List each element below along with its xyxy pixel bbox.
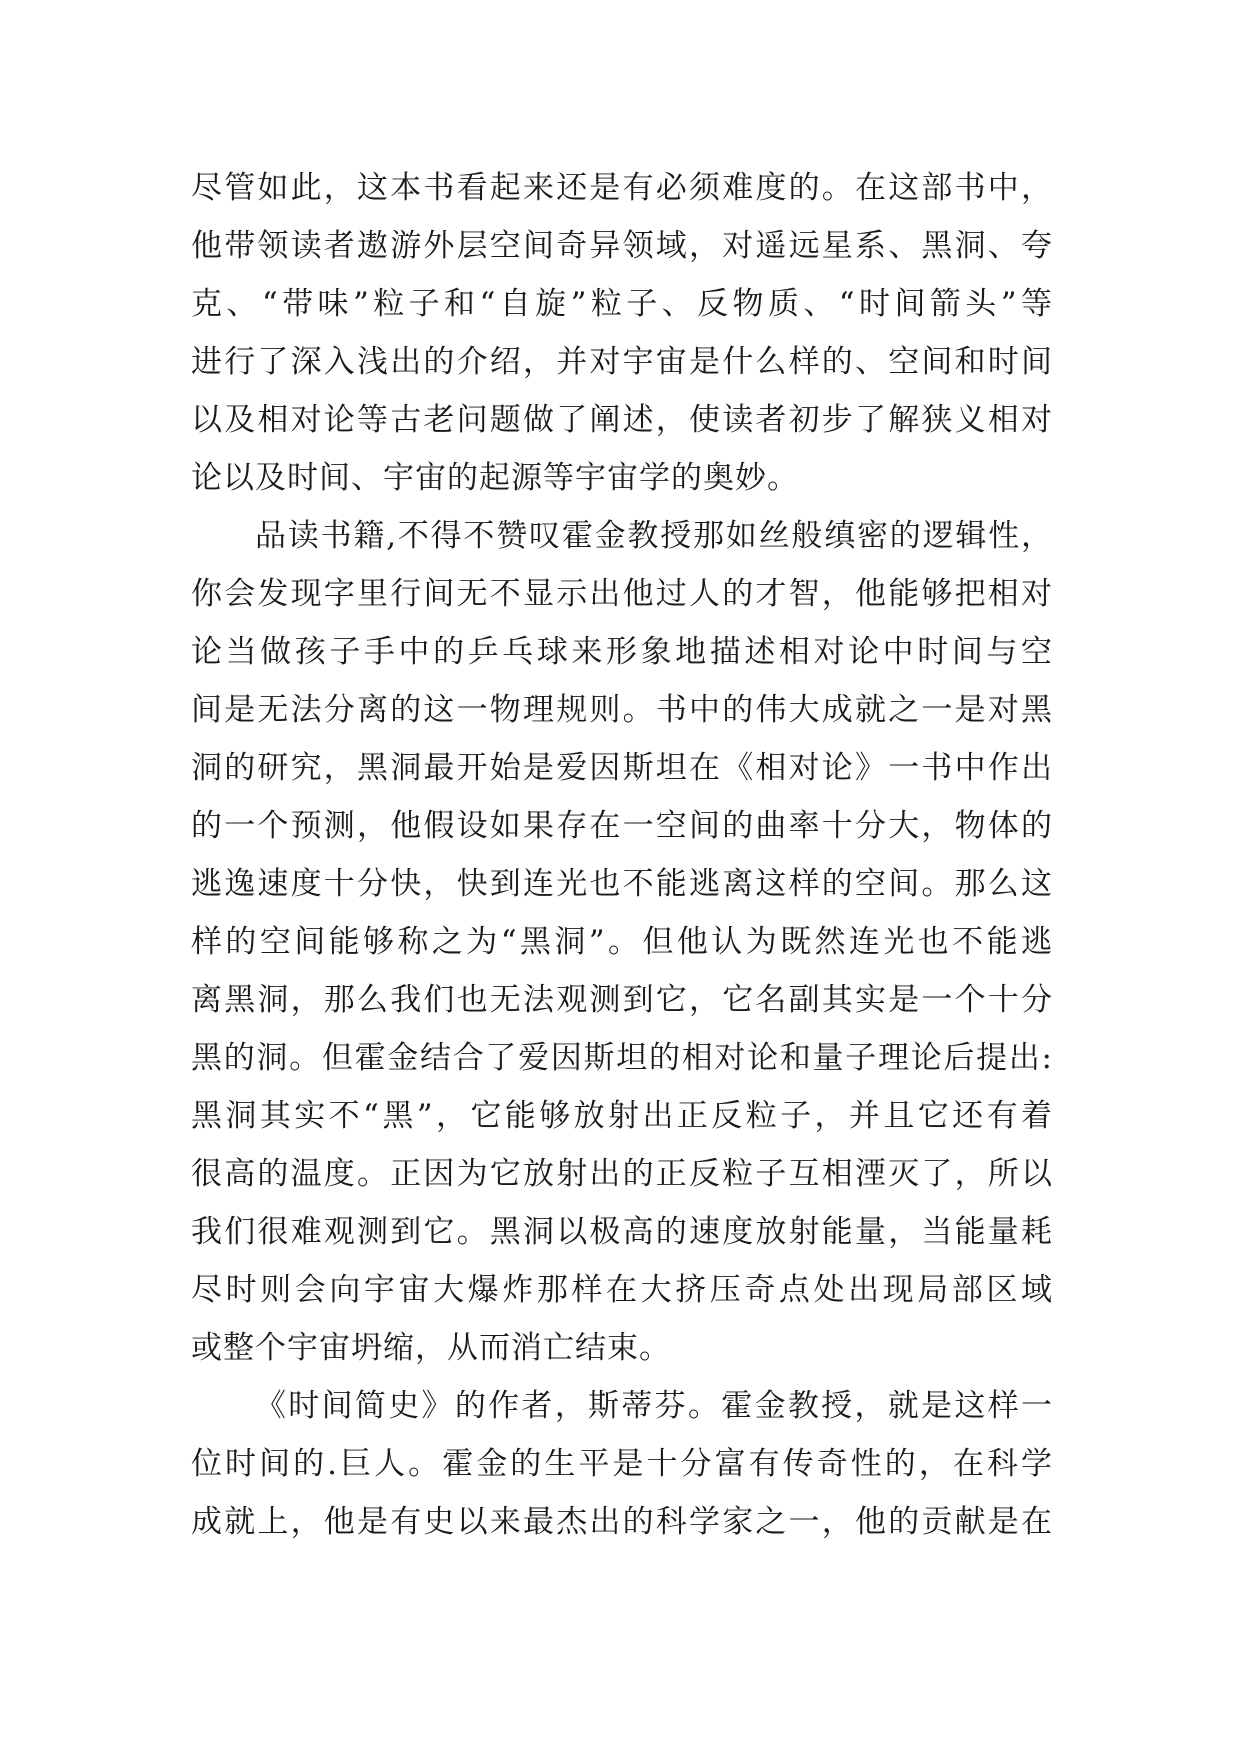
- paragraph-3-line-3: 成就上，他是有史以来最杰出的科学家之一，他的贡献是在: [191, 1504, 1053, 1540]
- paragraph-1-line-5: 以及相对论等古老问题做了阐述，使读者初步了解狭义相对: [191, 402, 1053, 438]
- body-text: [191, 159, 1053, 1551]
- paragraph-2-line-9: 离黑洞，那么我们也无法观测到它，它名副其实是一个十分: [191, 982, 1053, 1018]
- paragraph-1-line-2: 他带领读者遨游外层空间奇异领域，对遥远星系、黑洞、夸: [191, 228, 1053, 264]
- paragraph-2-line-15: 或整个宇宙坍缩，从而消亡结束。: [191, 1330, 671, 1366]
- paragraph-1-line-6: 论以及时间、宇宙的起源等宇宙学的奥妙。: [191, 460, 799, 496]
- paragraph-2-line-6: 的一个预测，他假设如果存在一空间的曲率十分大，物体的: [191, 808, 1053, 844]
- paragraph-2-line-12: 很高的温度。正因为它放射出的正反粒子互相湮灭了，所以: [191, 1156, 1053, 1192]
- paragraph-3-line-1: 《时间简史》的作者，斯蒂芬。霍金教授，就是这样一: [255, 1388, 1053, 1424]
- paragraph-1-line-1: 尽管如此，这本书看起来还是有必须难度的。在这部书中，: [191, 170, 1053, 206]
- paragraph-2-line-10: 黑的洞。但霍金结合了爱因斯坦的相对论和量子理论后提出:: [191, 1040, 1053, 1076]
- paragraph-3-line-2: 位时间的.巨人。霍金的生平是十分富有传奇性的，在科学: [191, 1446, 1053, 1482]
- paragraph-2-line-8: 样的空间能够称之为“黑洞”。但他认为既然连光也不能逃: [191, 924, 1053, 960]
- paragraph-1-line-3: 克、“带味”粒子和“自旋”粒子、反物质、“时间箭头”等: [191, 286, 1053, 322]
- paragraph-2-line-7: 逃逸速度十分快，快到连光也不能逃离这样的空间。那么这: [191, 866, 1053, 902]
- paragraph-2-line-4: 间是无法分离的这一物理规则。书中的伟大成就之一是对黑: [191, 692, 1053, 728]
- paragraph-2-line-11: 黑洞其实不“黑”，它能够放射出正反粒子，并且它还有着: [191, 1098, 1053, 1134]
- paragraph-2-line-3: 论当做孩子手中的乒乓球来形象地描述相对论中时间与空: [191, 634, 1053, 670]
- paragraph-2-line-1: 品读书籍,不得不赞叹霍金教授那如丝般缜密的逻辑性，: [255, 518, 1053, 554]
- paragraph-2-line-5: 洞的研究，黑洞最开始是爱因斯坦在《相对论》一书中作出: [191, 750, 1053, 786]
- paragraph-2-line-14: 尽时则会向宇宙大爆炸那样在大挤压奇点处出现局部区域: [191, 1272, 1053, 1308]
- paragraph-1-line-4: 进行了深入浅出的介绍，并对宇宙是什么样的、空间和时间: [191, 344, 1053, 380]
- paragraph-2-line-2: 你会发现字里行间无不显示出他过人的才智，他能够把相对: [191, 576, 1053, 612]
- paragraph-2-line-13: 我们很难观测到它。黑洞以极高的速度放射能量，当能量耗: [191, 1214, 1053, 1250]
